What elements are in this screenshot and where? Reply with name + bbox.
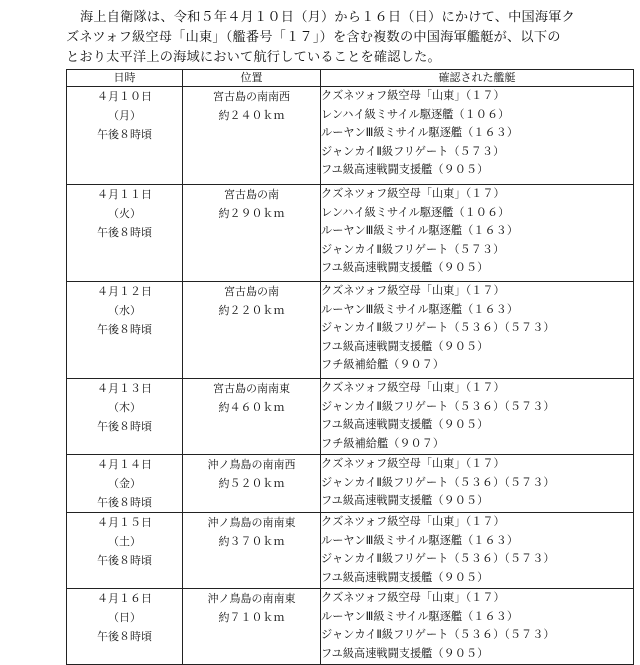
- date-cell-line: 午後８時頃: [97, 554, 152, 567]
- date-cell-line: ４月１５日: [97, 516, 152, 529]
- date-cell-line: 午後８時頃: [97, 420, 152, 433]
- date-cell-line: 午後８時頃: [97, 630, 152, 643]
- position-cell: [183, 87, 321, 185]
- position-cell-line: 宮古島の南南東: [213, 382, 290, 395]
- ship-sightings-table: [66, 69, 634, 665]
- ships-cell-line: クズネツォフ級空母「山東」（１７）: [321, 284, 505, 297]
- ships-cell-line: フユ級高速戦闘支援艦（９０５）: [321, 163, 489, 177]
- header-datetime: 日時: [67, 70, 183, 87]
- position-cell: [183, 455, 321, 513]
- date-cell-line: ４月１６日: [97, 592, 152, 605]
- ships-cell-line: ジャンカイⅡ級フリゲート（５３６）（５７３）: [321, 475, 555, 489]
- ships-cell-line: クズネツォフ級空母「山東」（１７）: [321, 89, 505, 102]
- date-cell-line: （月）: [108, 109, 141, 122]
- ships-cell-line: ジャンカイⅡ級フリゲート（５３６）（５７３）: [321, 552, 555, 566]
- date-cell-line: （木）: [108, 401, 141, 414]
- date-cell-line: ４月１４日: [97, 458, 152, 471]
- ships-cell-line: フユ級高速戦闘支援艦（９０５）: [321, 570, 489, 584]
- table-header-row: [67, 70, 634, 87]
- date-cell-line: （金）: [108, 477, 141, 490]
- date-cell: [67, 589, 183, 665]
- ships-cell: [321, 513, 634, 589]
- date-cell-line: （火）: [108, 207, 141, 220]
- ships-cell-line: フユ級高速戦闘支援艦（９０５）: [321, 494, 489, 508]
- date-cell-line: 午後８時頃: [97, 128, 152, 141]
- position-cell-line: 沖ノ鳥島の南南東: [207, 516, 296, 529]
- position-cell: [183, 185, 321, 282]
- ships-cell-line: ルーヤンⅢ級ミサイル駆逐艦（１６３）: [321, 609, 519, 623]
- date-cell-line: （水）: [108, 304, 141, 317]
- ships-cell-line: クズネツォフ級空母「山東」（１７）: [321, 381, 505, 394]
- date-cell-line: ４月１２日: [97, 285, 152, 298]
- date-cell-line: ４月１３日: [97, 382, 152, 395]
- table-row: [67, 589, 634, 665]
- ships-cell-line: レンハイ級ミサイル駆逐艦（１０６）: [321, 107, 510, 121]
- table-row: [67, 455, 634, 513]
- table-row: [67, 282, 634, 379]
- intro-line: とおり太平洋上の海域において航行していることを確認した。: [66, 50, 441, 65]
- date-cell-line: 午後８時頃: [97, 323, 152, 336]
- ships-cell-line: クズネツォフ級空母「山東」（１７）: [321, 515, 505, 528]
- ships-cell: [321, 185, 634, 282]
- ships-cell-line: クズネツォフ級空母「山東」（１７）: [321, 187, 505, 200]
- date-cell: [67, 185, 183, 282]
- date-cell-line: ４月１１日: [97, 188, 152, 201]
- intro-paragraph: [66, 8, 636, 68]
- ships-cell-line: ルーヤンⅢ級ミサイル駆逐艦（１６３）: [321, 302, 519, 316]
- position-cell-line: 宮古島の南: [224, 188, 279, 201]
- date-cell: [67, 282, 183, 379]
- ships-cell: [321, 87, 634, 185]
- position-cell-line: 沖ノ鳥島の南南東: [207, 592, 296, 605]
- position-cell-line: 約２４０ｋｍ: [218, 109, 285, 122]
- position-cell: [183, 589, 321, 665]
- date-cell-line: （土）: [108, 535, 141, 548]
- date-cell: [67, 455, 183, 513]
- ships-cell-line: フユ級高速戦闘支援艦（９０５）: [321, 418, 489, 432]
- ships-cell: [321, 455, 634, 513]
- position-cell-line: 約２２０ｋｍ: [218, 304, 285, 317]
- ships-cell-line: フユ級高速戦闘支援艦（９０５）: [321, 339, 489, 353]
- position-cell-line: 約７１０ｋｍ: [218, 611, 285, 624]
- table-row: [67, 513, 634, 589]
- ships-cell-line: ジャンカイⅡ級フリゲート（５３６）（５７３）: [321, 628, 555, 642]
- intro-line: 海上自衛隊は、令和５年４月１０日（月）から１６日（日）にかけて、中国海軍ク: [80, 10, 576, 25]
- date-cell: [67, 87, 183, 185]
- position-cell: [183, 282, 321, 379]
- position-cell-line: 約３７０ｋｍ: [218, 535, 285, 548]
- ships-cell-line: レンハイ級ミサイル駆逐艦（１０６）: [321, 205, 510, 219]
- position-cell: [183, 513, 321, 589]
- position-cell: [183, 379, 321, 455]
- position-cell-line: 宮古島の南: [224, 285, 279, 298]
- ships-cell: [321, 589, 634, 665]
- date-cell: [67, 379, 183, 455]
- date-cell-line: （日）: [108, 611, 141, 624]
- ships-cell-line: クズネツォフ級空母「山東」（１７）: [321, 591, 505, 604]
- ships-cell-line: ルーヤンⅢ級ミサイル駆逐艦（１６３）: [321, 126, 519, 140]
- ships-cell-line: ジャンカイⅡ級フリゲート（５３６）（５７３）: [321, 399, 555, 413]
- date-cell-line: 午後８時頃: [97, 226, 152, 239]
- position-cell-line: 沖ノ鳥島の南南西: [207, 458, 296, 471]
- date-cell-line: 午後８時頃: [97, 496, 152, 509]
- ships-cell-line: フチ級補給艦（９０７）: [321, 436, 445, 450]
- table-row: [67, 379, 634, 455]
- ships-cell-line: フユ級高速戦闘支援艦（９０５）: [321, 261, 489, 275]
- ships-cell-line: ジャンカイⅡ級フリゲート（５３６）（５７３）: [321, 321, 555, 335]
- ships-cell-line: ルーヤンⅢ級ミサイル駆逐艦（１６３）: [321, 533, 519, 547]
- ships-cell-line: ジャンカイⅡ級フリゲート（５７３）: [321, 144, 505, 158]
- position-cell-line: 約２９０ｋｍ: [218, 207, 285, 220]
- position-cell-line: 宮古島の南南西: [213, 90, 290, 103]
- ships-cell-line: クズネツォフ級空母「山東」（１７）: [321, 457, 505, 470]
- ships-cell-line: フユ級高速戦闘支援艦（９０５）: [321, 646, 489, 660]
- date-cell-line: ４月１０日: [97, 90, 152, 103]
- ships-cell: [321, 379, 634, 455]
- intro-line: ズネツォフ級空母「山東」（艦番号「１７」）を含む複数の中国海軍艦艇が、以下の: [66, 30, 561, 45]
- table-row: [67, 87, 634, 185]
- ships-cell-line: ルーヤンⅢ級ミサイル駆逐艦（１６３）: [321, 224, 519, 238]
- position-cell-line: 約４６０ｋｍ: [218, 401, 285, 414]
- ships-cell-line: フチ級補給艦（９０７）: [321, 358, 445, 372]
- header-confirmed-ships: 確認された艦艇: [321, 70, 634, 87]
- ships-cell-line: ジャンカイⅡ級フリゲート（５７３）: [321, 242, 505, 256]
- table-row: [67, 185, 634, 282]
- position-cell-line: 約５２０ｋｍ: [218, 477, 285, 490]
- date-cell: [67, 513, 183, 589]
- header-position: 位置: [183, 70, 321, 87]
- ships-cell: [321, 282, 634, 379]
